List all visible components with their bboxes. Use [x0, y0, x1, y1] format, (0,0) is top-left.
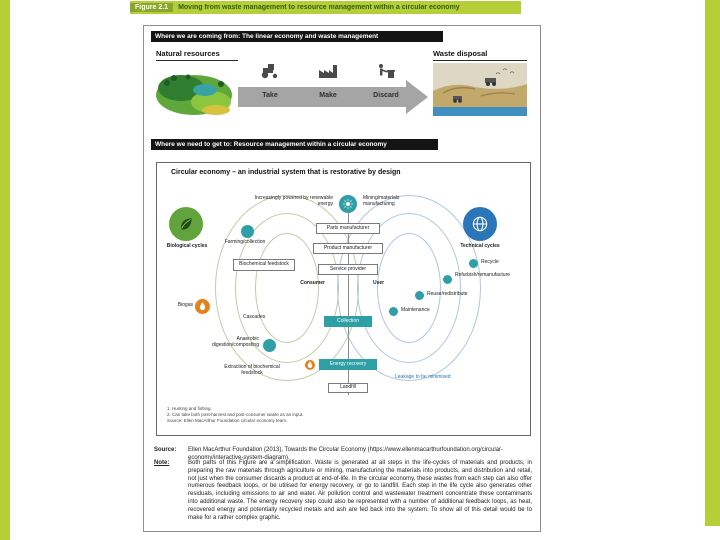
step-take: Take [262, 92, 278, 99]
section-header-circular [151, 139, 438, 150]
farming-node [241, 225, 254, 238]
document-page [143, 25, 541, 532]
discard-icon-wrap [358, 63, 414, 79]
globe-icon [470, 214, 490, 234]
diagram-footnote-source: Source: Ellen MacArthur Foundation circular economy team. [167, 418, 288, 424]
diagram-footnote-2: 2. Can take both post-harvest and post-consumer waste as an input. [167, 412, 304, 418]
figure-header-bar [130, 1, 521, 14]
energy-recovery-flame-node [305, 360, 315, 370]
cascades-label: Cascades [243, 314, 266, 320]
technical-cycles-node [463, 207, 497, 241]
recycle-node [469, 259, 478, 268]
landfill-illustration [433, 63, 527, 116]
tractor-icon [259, 63, 281, 79]
leaf-icon [177, 215, 195, 233]
source-label: Source: [154, 447, 177, 453]
note-text: Both parts of this Figure are a simplification. Waste is generated at all steps in the life-cycles of materials and products, in preparing the raw materials through agriculture or mining, manufacturing the materials into products, and distribution and retail, not just when the consumer discards a product at end-of-life. In the circular economy, these wastes from each step can also offer numerous feedback loops, or be utilised for energy recovery, or go to landfill. Each step in the life cycle also generates other residuals, including emissions to air and water. Air pollution control and wastewater treatment concentrate these contaminants into additional waste. The energy recovery step could also be represented with a number of additional feedback loops, as heat, recovered energy and potentially recycled metals and ash are fed back into the system. To show all of this detail would be to make for a rather complex graphic. [188, 460, 532, 521]
biochemical-feedstock-box: Biochemical feedstock [233, 259, 295, 271]
biological-cycles-node [169, 207, 203, 241]
diagram-footnotes [167, 406, 367, 424]
consumer-label: Consumer [300, 280, 325, 286]
parts-manufacturer-box: Parts manufacturer [316, 223, 380, 234]
renewable-energy-node [339, 195, 357, 213]
natural-resources-label [156, 49, 238, 61]
biogas-node [195, 299, 210, 314]
section-header-linear [151, 31, 443, 42]
litter-disposal-icon [375, 63, 397, 79]
renewable-energy-label: Increasingly powered by renewable energy [254, 195, 333, 207]
figure-number: Figure 2.1 [130, 3, 173, 12]
mining-label: Mining/materials manufacturing [363, 195, 400, 207]
step-discard: Discard [373, 92, 399, 99]
linear-arrow-group [238, 59, 430, 121]
technical-cycles-label: Technical cycles [460, 243, 500, 249]
leakage-label: Leakage to be minimised [395, 374, 451, 380]
refurbish-label: Refurbish/remanufacture [455, 272, 511, 278]
service-provider-box: Service provider [318, 264, 378, 275]
extraction-label: Extraction of biochemical feedstock [224, 364, 280, 376]
flame-icon [199, 302, 206, 311]
note-label: Note: [154, 460, 170, 466]
nature-illustration [154, 63, 234, 116]
farming-label: Farming/collection [224, 239, 266, 245]
natural-resources-text: Natural resources [156, 49, 220, 58]
diagram-title: Circular economy – an industrial system that is restorative by design [171, 169, 401, 176]
anaerobic-digestion-label: Anaerobic digestion/composting [212, 336, 259, 348]
flame-icon [307, 361, 313, 369]
biogas-label: Biogas [177, 302, 193, 308]
waste-disposal-label [433, 49, 527, 61]
user-label: User [373, 280, 385, 286]
diagram-footnote-1: 1. Hunting and fishing. [167, 406, 212, 411]
energy-recovery-box: Energy recovery [319, 359, 377, 370]
section-header-circular-label: Where we need to get to: Resource management within a circular economy [155, 141, 387, 148]
right-green-strip [705, 0, 720, 526]
landfill-box: Landfill [328, 383, 368, 393]
left-green-strip [0, 0, 10, 540]
circular-economy-diagram [156, 162, 531, 436]
anaerobic-digestion-node [263, 339, 276, 352]
product-manufacturer-box: Product manufacturer [313, 243, 383, 254]
collection-box: Collection [324, 316, 372, 327]
recycle-label: Recycle [481, 259, 499, 265]
sun-icon [343, 199, 353, 209]
step-make: Make [319, 92, 337, 99]
factory-icon [317, 63, 339, 79]
reuse-node [415, 291, 424, 300]
waste-disposal-text: Waste disposal [433, 49, 488, 58]
take-icon-wrap [242, 63, 298, 79]
biological-cycles-label: Biological cycles [166, 243, 208, 249]
maintenance-node [389, 307, 398, 316]
figure-title: Moving from waste management to resource management within a circular economy [178, 4, 460, 11]
reuse-label: Reuse/redistribute [427, 291, 468, 297]
source-text: Ellen MacArthur Foundation (2013), Towards the Circular Economy (https://www.ellenmacarthurfoundation.org/circular-economy/interactive-system-diagram). [188, 447, 504, 461]
section-header-linear-label: Where we are coming from: The linear economy and waste management [155, 33, 379, 40]
make-icon-wrap [300, 63, 356, 79]
refurbish-node [443, 275, 452, 284]
maintenance-label: Maintenance [401, 307, 430, 313]
